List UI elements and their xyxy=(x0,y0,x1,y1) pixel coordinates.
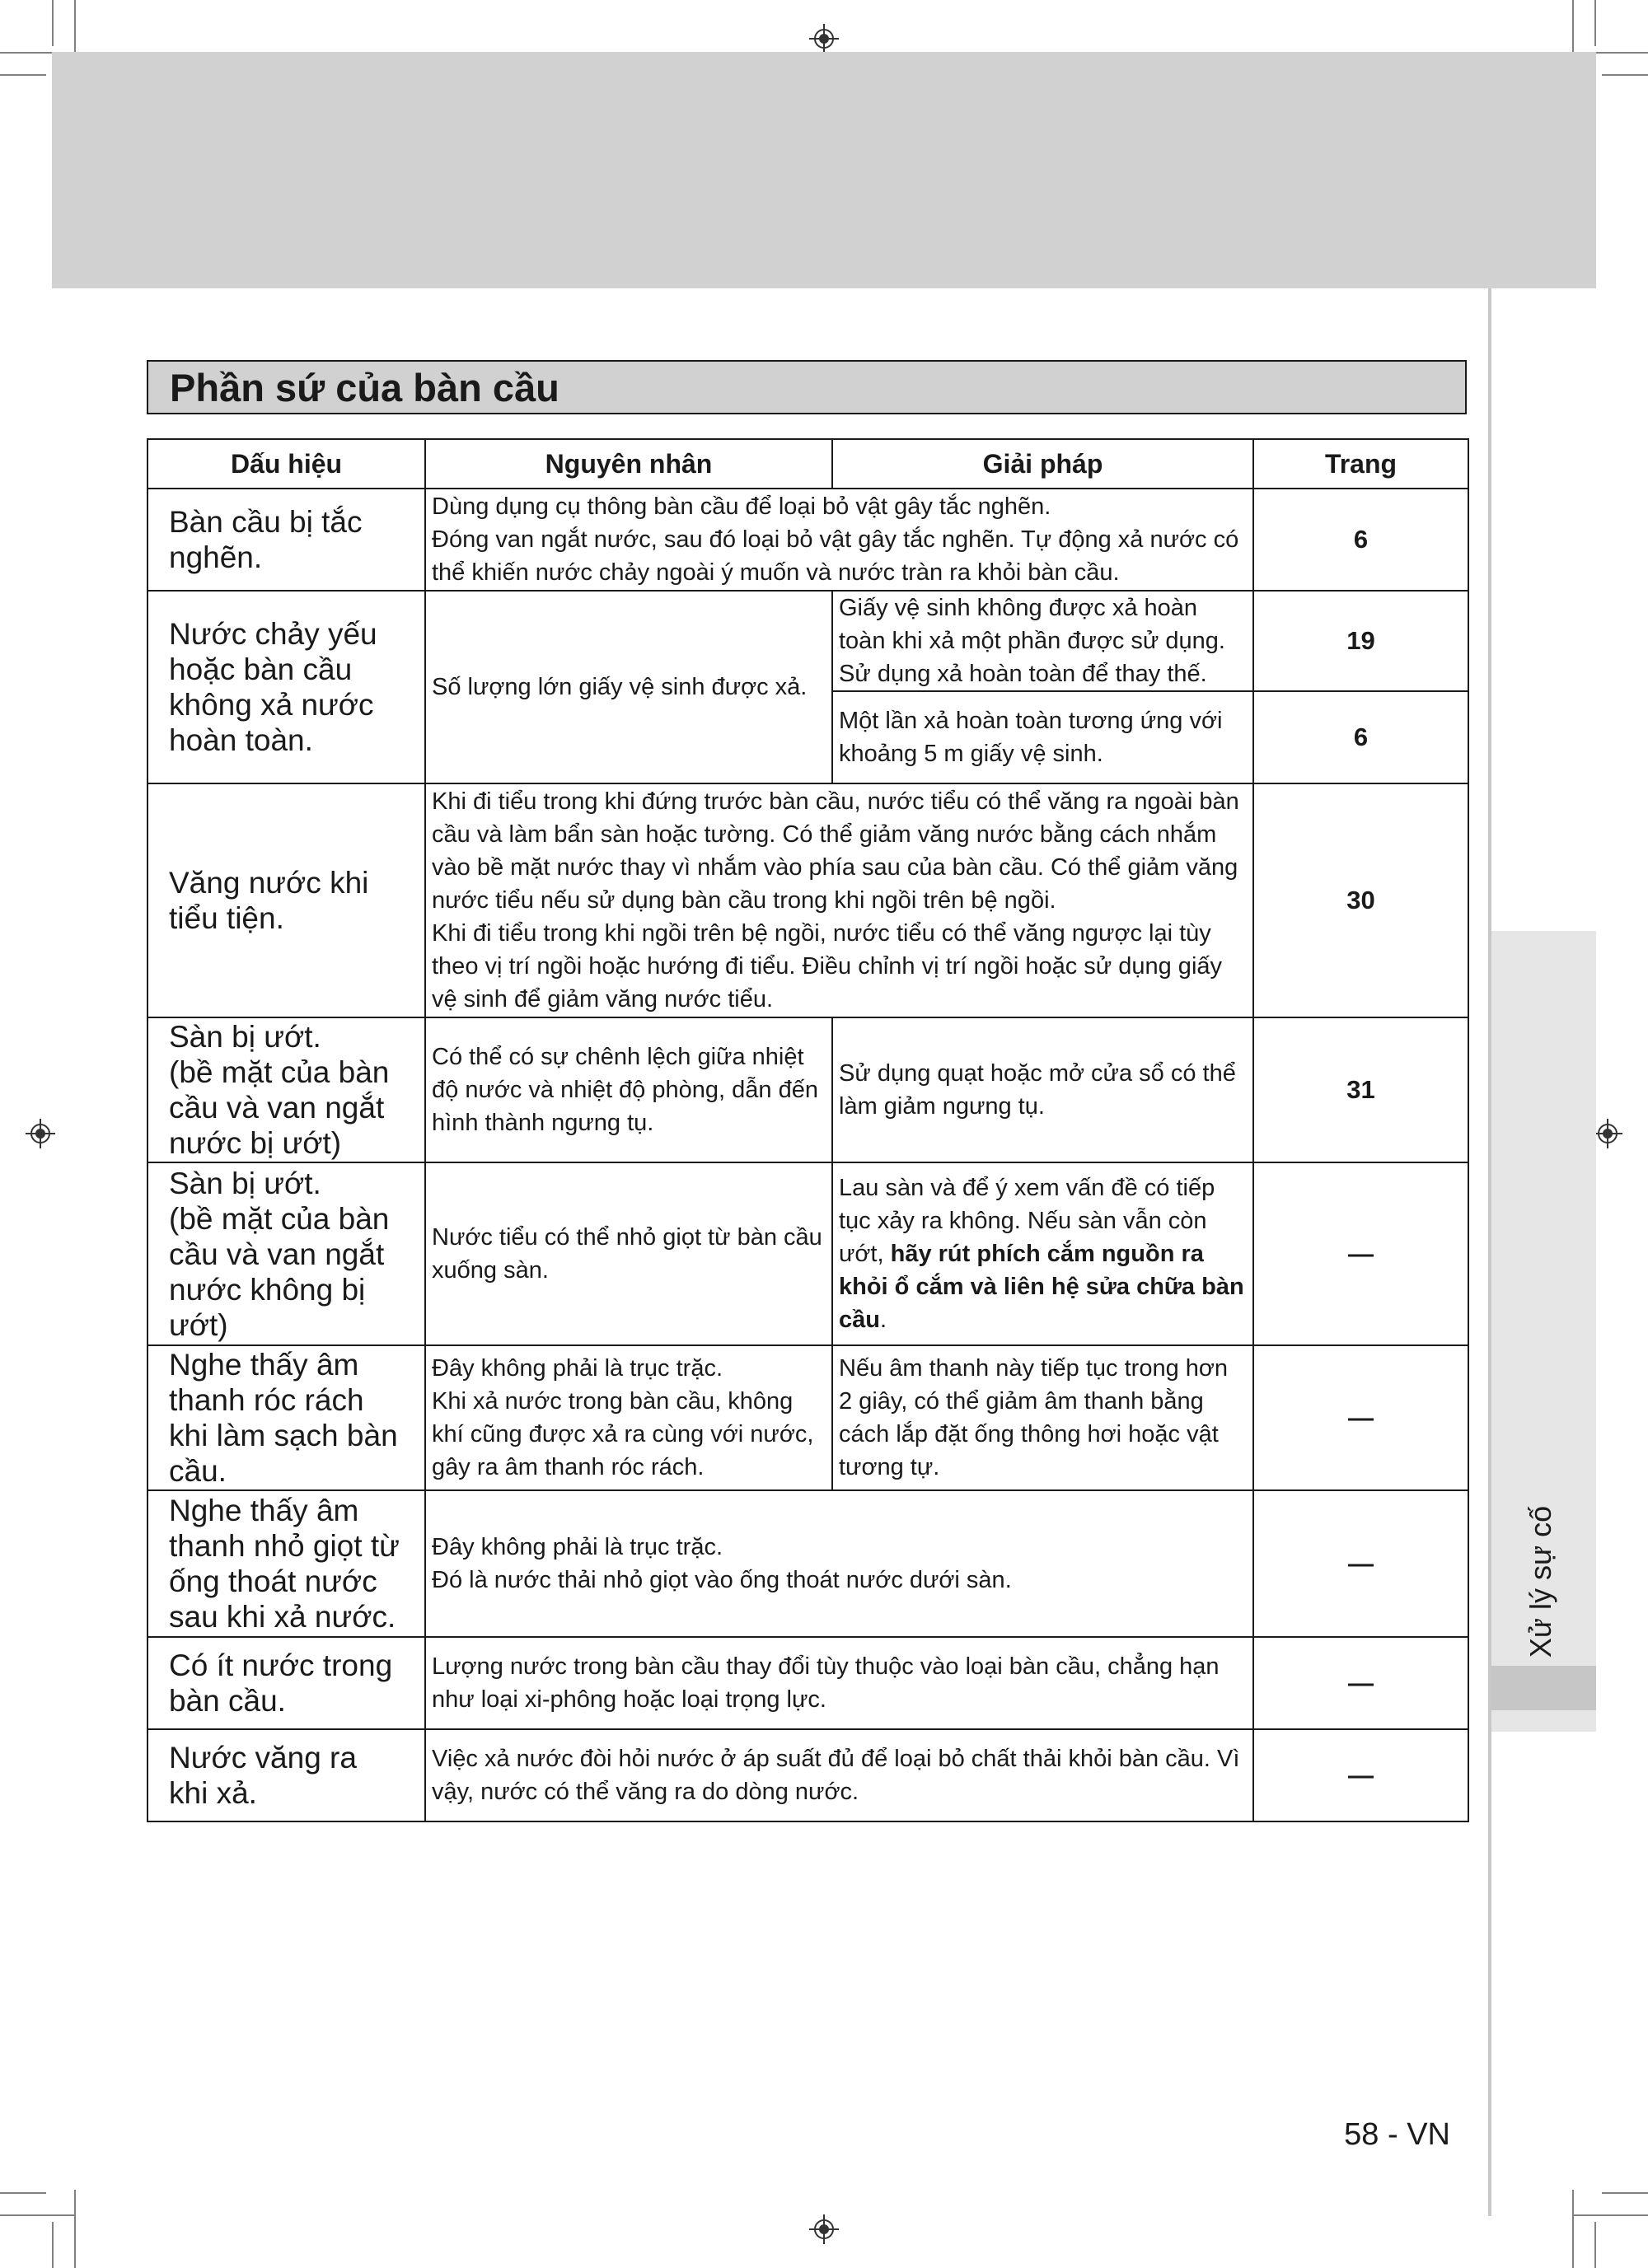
cause-cell: Số lượng lớn giấy vệ sinh được xả. xyxy=(425,591,832,783)
symptom-cell: Nước văng ra khi xả. xyxy=(147,1729,425,1821)
table-header-row xyxy=(147,439,1468,489)
symptom-cell: Nghe thấy âm thanh nhỏ giọt từ ống thoát nước sau khi xả nước. xyxy=(147,1490,425,1637)
side-tab-marker xyxy=(1491,1666,1596,1710)
column-header: Trang xyxy=(1253,439,1468,489)
table-row xyxy=(147,783,1468,1017)
table-row xyxy=(147,591,1468,691)
crop-mark xyxy=(0,2192,46,2194)
table-row xyxy=(147,1490,1468,1637)
symptom-cell: Có ít nước trong bàn cầu. xyxy=(147,1637,425,1729)
symptom-cell: Bàn cầu bị tắc nghẽn. xyxy=(147,489,425,591)
solution-text: Lau sàn và để ý xem vấn đề có tiếp tục xảy ra không. Nếu sàn vẫn còn ướt, xyxy=(839,1175,1215,1267)
side-label: Xử lý sự cố xyxy=(1524,1505,1557,1658)
table-row xyxy=(147,1729,1468,1821)
cause-cell: Nước tiểu có thể nhỏ giọt từ bàn cầu xuống sàn. xyxy=(425,1162,832,1345)
cause-solution-cell: Lượng nước trong bàn cầu thay đổi tùy thuộc vào loại bàn cầu, chẳng hạn như loại xi-phông hoặc loại trọng lực. xyxy=(425,1637,1253,1729)
symptom-cell: Văng nước khi tiểu tiện. xyxy=(147,783,425,1017)
registration-mark-icon xyxy=(1593,1119,1622,1148)
registration-mark-icon xyxy=(809,24,839,54)
crop-mark xyxy=(0,2214,76,2216)
troubleshooting-table xyxy=(147,438,1469,1822)
crop-mark xyxy=(1572,2190,1574,2268)
solution-cell xyxy=(832,1162,1253,1345)
crop-mark xyxy=(1602,74,1648,76)
solution-cell: Một lần xả hoàn toàn tương ứng với khoảng 5 m giấy vệ sinh. xyxy=(832,691,1253,783)
page-cell: 30 xyxy=(1253,783,1468,1017)
solution-text-end: . xyxy=(879,1307,887,1333)
symptom-cell: Sàn bị ướt. (bề mặt của bàn cầu và van ngắt nước bị ướt) xyxy=(147,1017,425,1162)
page-cell: 6 xyxy=(1253,691,1468,783)
column-header: Nguyên nhân xyxy=(425,439,832,489)
page-cell: — xyxy=(1253,1637,1468,1729)
page-cell: — xyxy=(1253,1345,1468,1490)
table-row xyxy=(147,1637,1468,1729)
column-header: Giải pháp xyxy=(832,439,1253,489)
section-title: Phần sứ của bàn cầu xyxy=(147,360,1467,414)
table-row xyxy=(147,1345,1468,1490)
crop-mark xyxy=(1602,2192,1648,2194)
cause-solution-cell: Khi đi tiểu trong khi đứng trước bàn cầu, nước tiểu có thể văng ra ngoài bàn cầu và làm bẩn sàn hoặc tường. Có thể giảm văng nước bằng cách nhắm vào bề mặt nước thay vì nhắm vào phía sau của bàn cầu. Có thể giảm văng nước tiểu nếu sử dụng bàn cầu trong khi ngồi trên bệ ngồi. Khi đi tiểu trong khi ngồi trên bệ ngồi, nước tiểu có thể văng ngược lại tùy theo vị trí ngồi hoặc hướng đi tiểu. Điều chỉnh vị trí ngồi hoặc sử dụng giấy vệ sinh để giảm văng nước tiểu. xyxy=(425,783,1253,1017)
solution-cell: Nếu âm thanh này tiếp tục trong hơn 2 giây, có thể giảm âm thanh bằng cách lắp đặt ống thông hơi hoặc vật tương tự. xyxy=(832,1345,1253,1490)
solution-cell: Giấy vệ sinh không được xả hoàn toàn khi xả một phần được sử dụng. Sử dụng xả hoàn toàn để thay thế. xyxy=(832,591,1253,691)
header-band xyxy=(52,52,1596,288)
crop-mark xyxy=(52,2222,54,2268)
table-row xyxy=(147,1162,1468,1345)
registration-mark-icon xyxy=(26,1119,55,1148)
column-header: Dấu hiệu xyxy=(147,439,425,489)
cause-solution-cell: Đây không phải là trục trặc. Đó là nước thải nhỏ giọt vào ống thoát nước dưới sàn. xyxy=(425,1490,1253,1637)
registration-mark-icon xyxy=(809,2214,839,2244)
crop-mark xyxy=(74,2190,76,2268)
cause-cell: Đây không phải là trục trặc. Khi xả nước trong bàn cầu, không khí cũng được xả ra cùng với nước, gây ra âm thanh róc rách. xyxy=(425,1345,832,1490)
page-number: 58 - VN xyxy=(1344,2117,1450,2152)
cause-solution-cell: Việc xả nước đòi hỏi nước ở áp suất đủ để loại bỏ chất thải khỏi bàn cầu. Vì vậy, nước có thể văng ra do dòng nước. xyxy=(425,1729,1253,1821)
solution-emphasis: hãy rút phích cắm nguồn ra khỏi ổ cắm và liên hệ sửa chữa bàn cầu xyxy=(839,1241,1244,1333)
table-row xyxy=(147,489,1468,591)
cause-cell: Có thể có sự chênh lệch giữa nhiệt độ nước và nhiệt độ phòng, dẫn đến hình thành ngưng tụ. xyxy=(425,1017,832,1162)
crop-mark xyxy=(52,0,54,46)
crop-mark xyxy=(1572,2214,1648,2216)
crop-mark xyxy=(1594,0,1596,46)
crop-mark xyxy=(0,74,46,76)
page-cell: — xyxy=(1253,1729,1468,1821)
solution-cell: Sử dụng quạt hoặc mở cửa sổ có thể làm giảm ngưng tụ. xyxy=(832,1017,1253,1162)
cause-solution-cell: Dùng dụng cụ thông bàn cầu để loại bỏ vật gây tắc nghẽn. Đóng van ngắt nước, sau đó loại bỏ vật gây tắc nghẽn. Tự động xả nước có thể khiến nước chảy ngoài ý muốn và nước tràn ra khỏi bàn cầu. xyxy=(425,489,1253,591)
symptom-cell: Nước chảy yếu hoặc bàn cầu không xả nước hoàn toàn. xyxy=(147,591,425,783)
page-cell: — xyxy=(1253,1162,1468,1345)
page-cell: 31 xyxy=(1253,1017,1468,1162)
symptom-cell: Sàn bị ướt. (bề mặt của bàn cầu và van ngắt nước không bị ướt) xyxy=(147,1162,425,1345)
page-cell: — xyxy=(1253,1490,1468,1637)
page-cell: 19 xyxy=(1253,591,1468,691)
table-row xyxy=(147,1017,1468,1162)
symptom-cell: Nghe thấy âm thanh róc rách khi làm sạch bàn cầu. xyxy=(147,1345,425,1490)
page-cell: 6 xyxy=(1253,489,1468,591)
crop-mark xyxy=(1594,2222,1596,2268)
